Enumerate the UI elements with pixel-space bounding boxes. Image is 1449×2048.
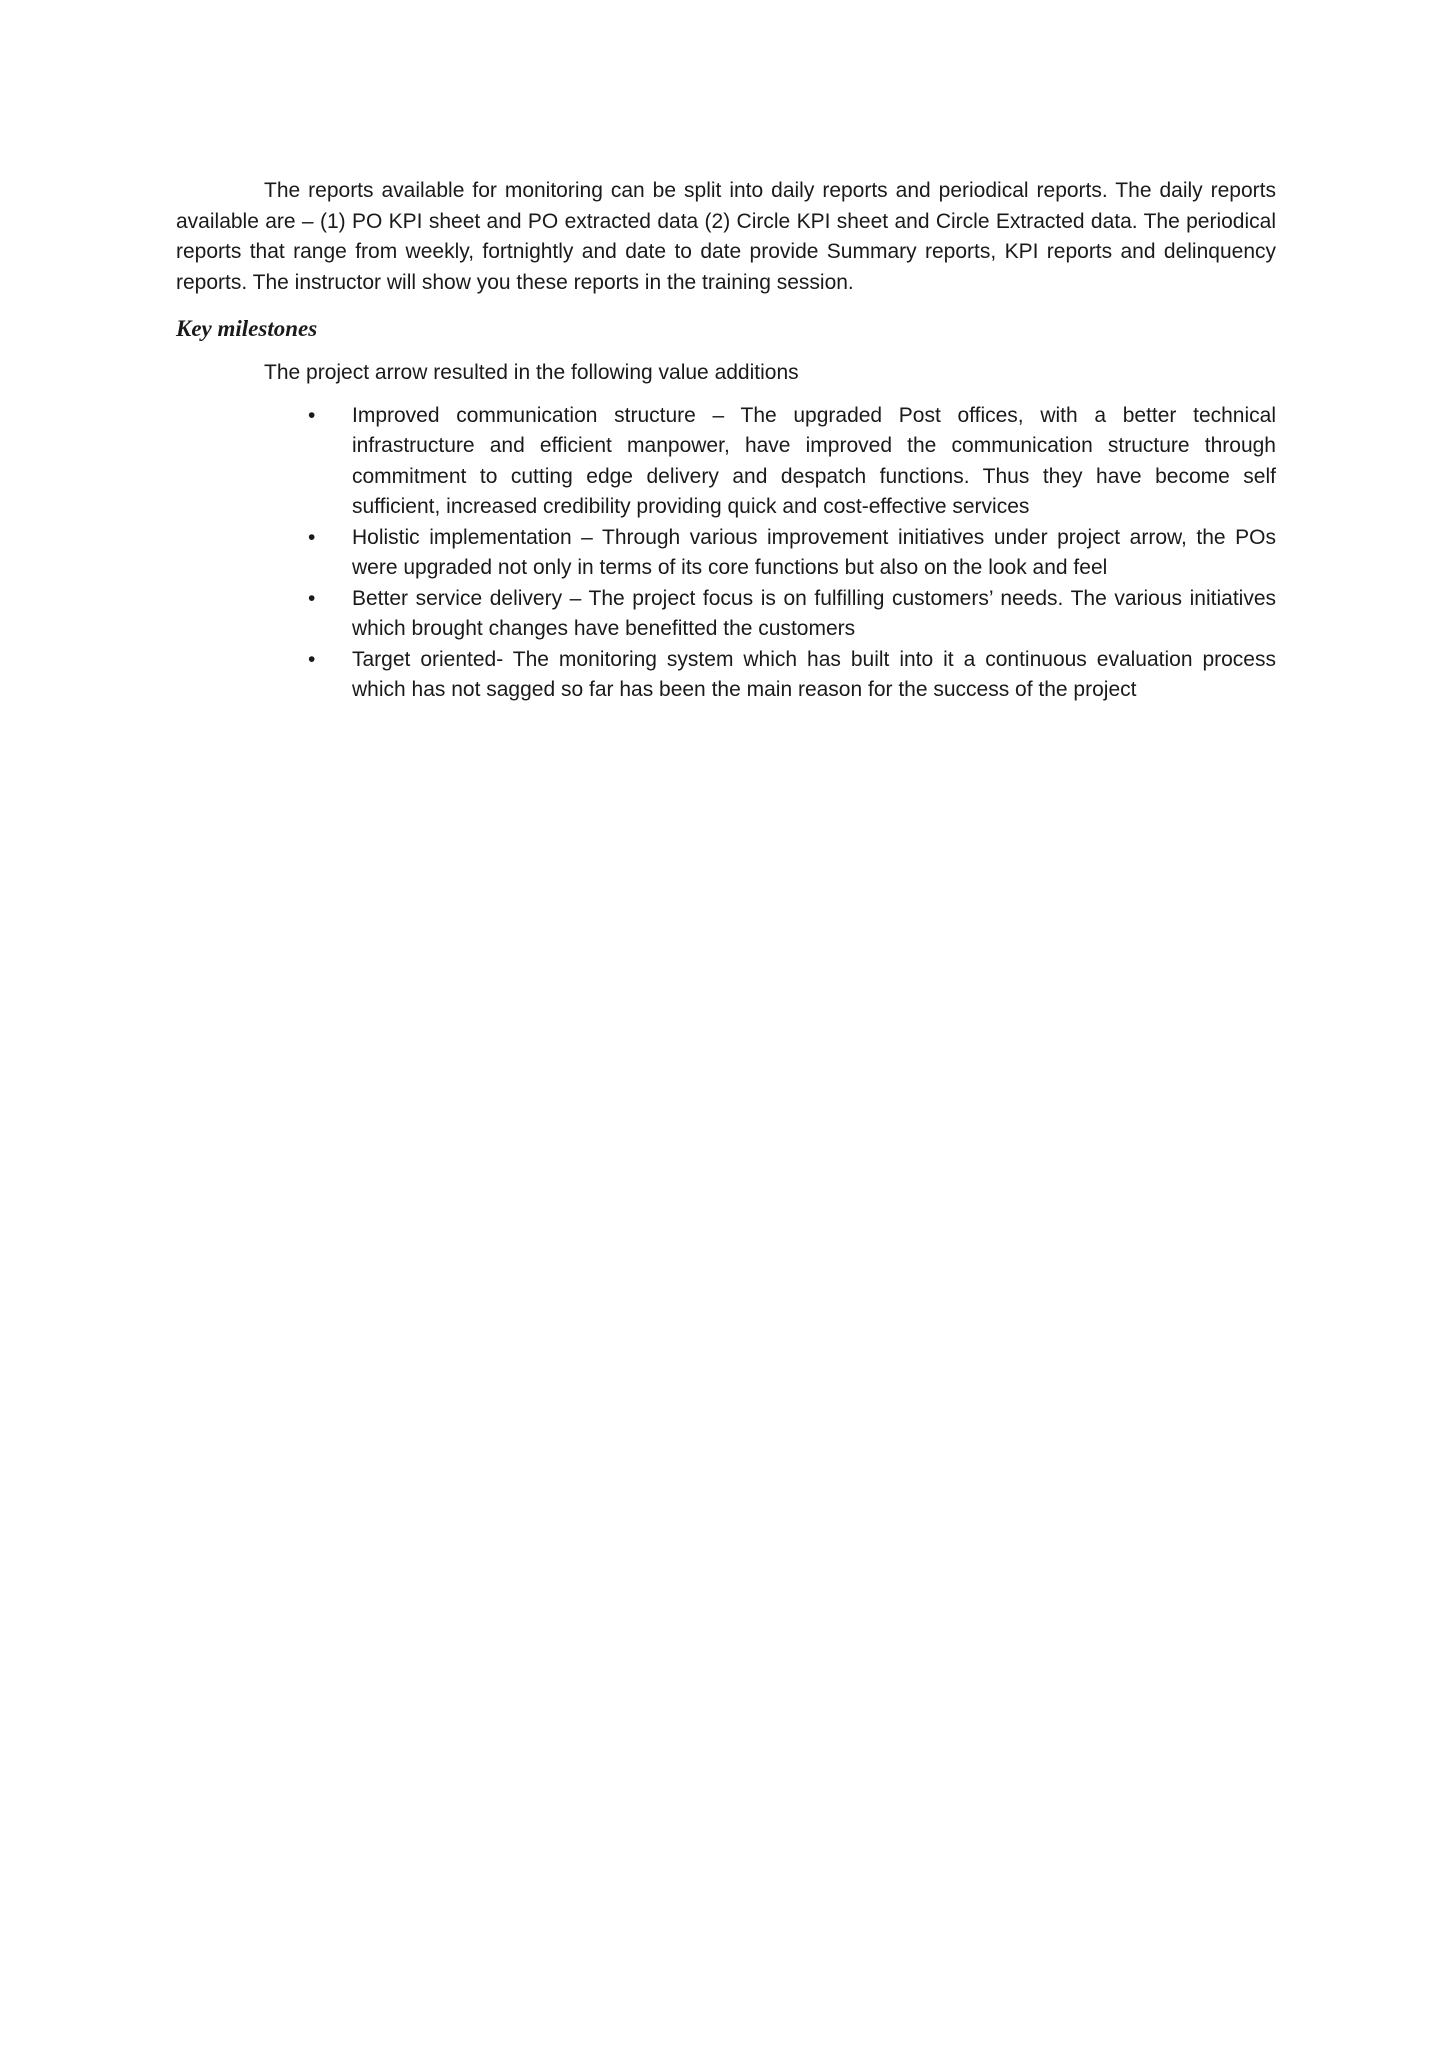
bullet-icon: • <box>308 403 316 427</box>
list-item-text: Holistic implementation – Through various improvement initiatives under project arrow, the POs were upgraded not only in terms of its core functions but also on the look and feel <box>352 525 1276 579</box>
milestone-list <box>176 401 1276 706</box>
list-item <box>308 401 1276 523</box>
list-item-text: Improved communication structure – The upgraded Post offices, with a better technical infrastructure and efficient manpower, have improved the communication structure through commitment to cutting edge delivery and despatch functions. Thus they have become self sufficient, increased credibility providing quick and cost-effective services <box>352 403 1276 518</box>
list-item <box>308 523 1276 584</box>
list-item <box>308 645 1276 706</box>
bullet-icon: • <box>308 525 316 549</box>
bullet-icon: • <box>308 647 316 671</box>
list-item-text: Better service delivery – The project focus is on fulfilling customers’ needs. The various initiatives which brought changes have benefitted the customers <box>352 586 1276 640</box>
intro-paragraph: The reports available for monitoring can be split into daily reports and periodical reports. The daily reports available are – (1) PO KPI sheet and PO extracted data (2) Circle KPI sheet and Circle Extracted data. The periodical reports that range from weekly, fortnightly and date to date provide Summary reports, KPI reports and delinquency reports. The instructor will show you these reports in the training session. <box>176 179 1276 294</box>
list-item <box>308 584 1276 645</box>
section-heading: Key milestones <box>176 316 318 341</box>
section-lead: The project arrow resulted in the following value additions <box>264 361 799 384</box>
bullet-icon: • <box>308 586 316 610</box>
list-item-text: Target oriented- The monitoring system which has built into it a continuous evaluation process which has not sagged so far has been the main reason for the success of the project <box>352 647 1276 701</box>
page-content <box>176 176 1276 706</box>
